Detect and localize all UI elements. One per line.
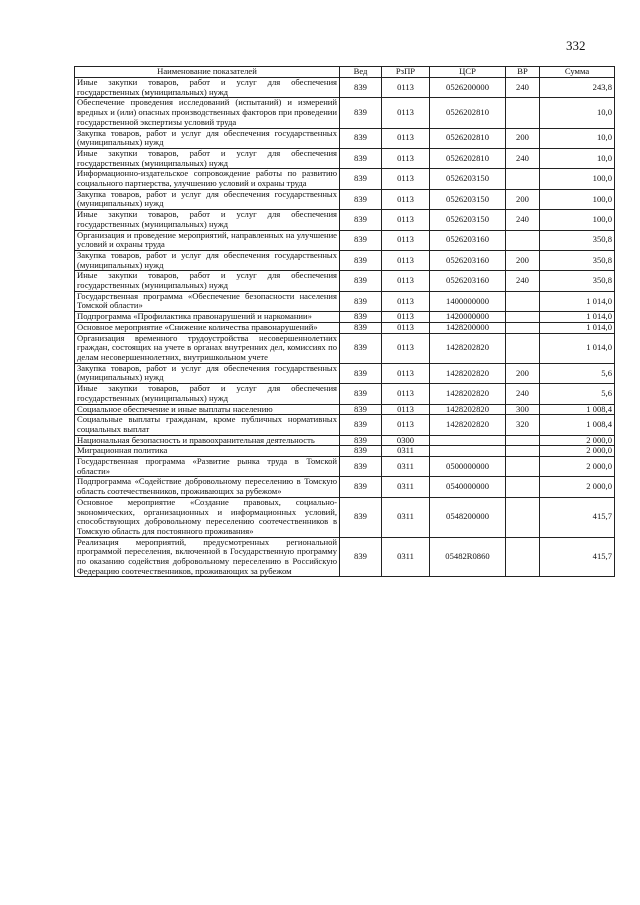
- table-row: [75, 446, 615, 457]
- cell-rzpr: 0113: [382, 404, 430, 415]
- cell-sum: 2 000,0: [540, 477, 615, 497]
- table-header-row: [75, 67, 615, 78]
- table-row: [75, 415, 615, 435]
- cell-name: Иные закупки товаров, работ и услуг для обеспечения государственных (муниципальных) нужд: [75, 271, 340, 291]
- table-row: [75, 384, 615, 404]
- cell-csr: 1428200000: [430, 322, 506, 333]
- cell-rzpr: 0113: [382, 230, 430, 250]
- col-header-csr: ЦСР: [430, 67, 506, 78]
- cell-name: Национальная безопасность и правоохранительная деятельность: [75, 435, 340, 446]
- cell-csr: 1428202820: [430, 404, 506, 415]
- table-row: [75, 497, 615, 537]
- cell-vr: 240: [506, 78, 540, 98]
- cell-rzpr: 0113: [382, 322, 430, 333]
- cell-sum: 2 000,0: [540, 457, 615, 477]
- cell-sum: 1 008,4: [540, 404, 615, 415]
- cell-ved: 839: [340, 78, 382, 98]
- col-header-rzpr: РзПР: [382, 67, 430, 78]
- cell-csr: 1400000000: [430, 291, 506, 311]
- cell-sum: 1 014,0: [540, 312, 615, 323]
- cell-vr: [506, 322, 540, 333]
- cell-name: Подпрограмма «Содействие добровольному переселению в Томскую область соотечественников, проживающих за рубежом»: [75, 477, 340, 497]
- cell-rzpr: 0113: [382, 210, 430, 230]
- table-row: [75, 291, 615, 311]
- cell-name: Закупка товаров, работ и услуг для обеспечения государственных (муниципальных) нужд: [75, 363, 340, 383]
- cell-name: Миграционная политика: [75, 446, 340, 457]
- table-row: [75, 477, 615, 497]
- cell-name: Иные закупки товаров, работ и услуг для обеспечения государственных (муниципальных) нужд: [75, 384, 340, 404]
- cell-ved: 839: [340, 333, 382, 363]
- cell-ved: 839: [340, 291, 382, 311]
- cell-name: Реализация мероприятий, предусмотренных региональной программой переселения, включенной в Государственную программу по оказанию содействия добровольному переселению в Российскую Федерацию соотечественников, проживающих за рубежом: [75, 537, 340, 577]
- cell-rzpr: 0113: [382, 78, 430, 98]
- cell-name: Социальное обеспечение и иные выплаты населению: [75, 404, 340, 415]
- cell-sum: 100,0: [540, 210, 615, 230]
- cell-csr: 05482R0860: [430, 537, 506, 577]
- cell-name: Закупка товаров, работ и услуг для обеспечения государственных (муниципальных) нужд: [75, 189, 340, 209]
- cell-csr: 0526203150: [430, 189, 506, 209]
- cell-vr: [506, 312, 540, 323]
- cell-ved: 839: [340, 415, 382, 435]
- table-row: [75, 148, 615, 168]
- cell-rzpr: 0113: [382, 312, 430, 323]
- cell-name: Подпрограмма «Профилактика правонарушений и наркомании»: [75, 312, 340, 323]
- table-row: [75, 189, 615, 209]
- cell-rzpr: 0311: [382, 537, 430, 577]
- table-row: [75, 98, 615, 128]
- cell-sum: 415,7: [540, 537, 615, 577]
- cell-sum: 10,0: [540, 148, 615, 168]
- cell-name: Организация временного трудоустройства несовершеннолетних граждан, состоящих на учете в органах внутренних дел, комиссиях по делам несовершеннолетних, внутришкольном учете: [75, 333, 340, 363]
- cell-sum: 415,7: [540, 497, 615, 537]
- cell-ved: 839: [340, 404, 382, 415]
- cell-name: Государственная программа «Обеспечение безопасности населения Томской области»: [75, 291, 340, 311]
- table-row: [75, 312, 615, 323]
- cell-vr: [506, 446, 540, 457]
- budget-table: [74, 66, 615, 577]
- cell-ved: 839: [340, 98, 382, 128]
- cell-vr: 240: [506, 384, 540, 404]
- table-row: [75, 169, 615, 189]
- table-row: [75, 250, 615, 270]
- cell-ved: 839: [340, 322, 382, 333]
- cell-csr: 0540000000: [430, 477, 506, 497]
- cell-name: Иные закупки товаров, работ и услуг для обеспечения государственных (муниципальных) нужд: [75, 148, 340, 168]
- table-row: [75, 322, 615, 333]
- cell-sum: 10,0: [540, 98, 615, 128]
- cell-sum: 1 008,4: [540, 415, 615, 435]
- cell-vr: 200: [506, 250, 540, 270]
- cell-csr: 1428202820: [430, 384, 506, 404]
- cell-sum: 1 014,0: [540, 291, 615, 311]
- table-row: [75, 78, 615, 98]
- cell-ved: 839: [340, 312, 382, 323]
- cell-csr: 0526202810: [430, 148, 506, 168]
- cell-rzpr: 0113: [382, 271, 430, 291]
- cell-rzpr: 0113: [382, 169, 430, 189]
- table-row: [75, 128, 615, 148]
- cell-vr: [506, 497, 540, 537]
- cell-name: Основное мероприятие «Создание правовых, социально-экономических, организационных и информационных условий, способствующих добровольному переселению соотечественников в Томскую область для постоянного проживания»: [75, 497, 340, 537]
- cell-name: Социальные выплаты гражданам, кроме публичных нормативных социальных выплат: [75, 415, 340, 435]
- cell-name: Обеспечение проведения исследований (испытаний) и измерений вредных и (или) опасных производственных факторов при проведении государственной экспертизы условий труда: [75, 98, 340, 128]
- cell-name: Государственная программа «Развитие рынка труда в Томской области»: [75, 457, 340, 477]
- cell-csr: 0500000000: [430, 457, 506, 477]
- cell-name: Информационно-издательское сопровождение работы по развитию социального партнерства, улучшению условий и охраны труда: [75, 169, 340, 189]
- cell-ved: 839: [340, 435, 382, 446]
- cell-rzpr: 0113: [382, 363, 430, 383]
- cell-csr: 0526203150: [430, 169, 506, 189]
- cell-vr: [506, 457, 540, 477]
- cell-rzpr: 0300: [382, 435, 430, 446]
- cell-name: Закупка товаров, работ и услуг для обеспечения государственных (муниципальных) нужд: [75, 128, 340, 148]
- cell-name: Основное мероприятие «Снижение количества правонарушений»: [75, 322, 340, 333]
- col-header-name: Наименование показателей: [75, 67, 340, 78]
- cell-ved: 839: [340, 497, 382, 537]
- col-header-ved: Вед: [340, 67, 382, 78]
- table-row: [75, 537, 615, 577]
- cell-vr: [506, 333, 540, 363]
- cell-csr: 0526202810: [430, 98, 506, 128]
- cell-sum: 2 000,0: [540, 435, 615, 446]
- cell-csr: [430, 435, 506, 446]
- cell-ved: 839: [340, 384, 382, 404]
- cell-ved: 839: [340, 189, 382, 209]
- cell-rzpr: 0311: [382, 446, 430, 457]
- cell-vr: [506, 477, 540, 497]
- col-header-vr: ВР: [506, 67, 540, 78]
- cell-ved: 839: [340, 363, 382, 383]
- cell-sum: 5,6: [540, 363, 615, 383]
- cell-sum: 10,0: [540, 128, 615, 148]
- cell-vr: 240: [506, 210, 540, 230]
- cell-ved: 839: [340, 169, 382, 189]
- cell-vr: [506, 537, 540, 577]
- cell-vr: 300: [506, 404, 540, 415]
- col-header-sum: Сумма: [540, 67, 615, 78]
- cell-name: Иные закупки товаров, работ и услуг для обеспечения государственных (муниципальных) нужд: [75, 78, 340, 98]
- cell-vr: [506, 291, 540, 311]
- cell-rzpr: 0113: [382, 291, 430, 311]
- cell-ved: 839: [340, 148, 382, 168]
- cell-sum: 5,6: [540, 384, 615, 404]
- cell-rzpr: 0113: [382, 250, 430, 270]
- cell-rzpr: 0113: [382, 384, 430, 404]
- cell-sum: 100,0: [540, 169, 615, 189]
- cell-csr: 0526200000: [430, 78, 506, 98]
- cell-rzpr: 0113: [382, 128, 430, 148]
- cell-ved: 839: [340, 271, 382, 291]
- cell-csr: 0526203160: [430, 271, 506, 291]
- cell-sum: 350,8: [540, 250, 615, 270]
- cell-csr: 1428202820: [430, 363, 506, 383]
- cell-csr: 0526203160: [430, 230, 506, 250]
- cell-csr: [430, 446, 506, 457]
- cell-name: Закупка товаров, работ и услуг для обеспечения государственных (муниципальных) нужд: [75, 250, 340, 270]
- page-number: 332: [566, 38, 586, 53]
- cell-vr: 240: [506, 271, 540, 291]
- cell-ved: 839: [340, 537, 382, 577]
- cell-rzpr: 0113: [382, 148, 430, 168]
- cell-csr: 0526203150: [430, 210, 506, 230]
- cell-ved: 839: [340, 477, 382, 497]
- table-row: [75, 210, 615, 230]
- cell-ved: 839: [340, 446, 382, 457]
- cell-rzpr: 0113: [382, 189, 430, 209]
- cell-ved: 839: [340, 210, 382, 230]
- cell-vr: 240: [506, 148, 540, 168]
- cell-ved: 839: [340, 457, 382, 477]
- cell-vr: [506, 230, 540, 250]
- table-row: [75, 271, 615, 291]
- cell-sum: 100,0: [540, 189, 615, 209]
- cell-vr: [506, 169, 540, 189]
- cell-name: Организация и проведение мероприятий, направленных на улучшение условий и охраны труда: [75, 230, 340, 250]
- cell-rzpr: 0113: [382, 415, 430, 435]
- cell-csr: 1428202820: [430, 415, 506, 435]
- cell-csr: 0526203160: [430, 250, 506, 270]
- cell-sum: 1 014,0: [540, 333, 615, 363]
- cell-ved: 839: [340, 250, 382, 270]
- cell-rzpr: 0113: [382, 98, 430, 128]
- cell-sum: 1 014,0: [540, 322, 615, 333]
- cell-ved: 839: [340, 128, 382, 148]
- cell-sum: 243,8: [540, 78, 615, 98]
- table-row: [75, 363, 615, 383]
- cell-ved: 839: [340, 230, 382, 250]
- cell-csr: 0526202810: [430, 128, 506, 148]
- cell-rzpr: 0311: [382, 497, 430, 537]
- cell-vr: 200: [506, 128, 540, 148]
- cell-vr: [506, 98, 540, 128]
- table-row: [75, 457, 615, 477]
- cell-csr: 0548200000: [430, 497, 506, 537]
- cell-rzpr: 0311: [382, 457, 430, 477]
- cell-vr: [506, 435, 540, 446]
- cell-name: Иные закупки товаров, работ и услуг для обеспечения государственных (муниципальных) нужд: [75, 210, 340, 230]
- cell-sum: 350,8: [540, 271, 615, 291]
- cell-rzpr: 0311: [382, 477, 430, 497]
- table-row: [75, 435, 615, 446]
- cell-vr: 200: [506, 189, 540, 209]
- cell-vr: 320: [506, 415, 540, 435]
- cell-csr: 1428202820: [430, 333, 506, 363]
- cell-sum: 350,8: [540, 230, 615, 250]
- cell-csr: 1420000000: [430, 312, 506, 323]
- cell-vr: 200: [506, 363, 540, 383]
- table-row: [75, 404, 615, 415]
- cell-sum: 2 000,0: [540, 446, 615, 457]
- table-row: [75, 230, 615, 250]
- table-row: [75, 333, 615, 363]
- cell-rzpr: 0113: [382, 333, 430, 363]
